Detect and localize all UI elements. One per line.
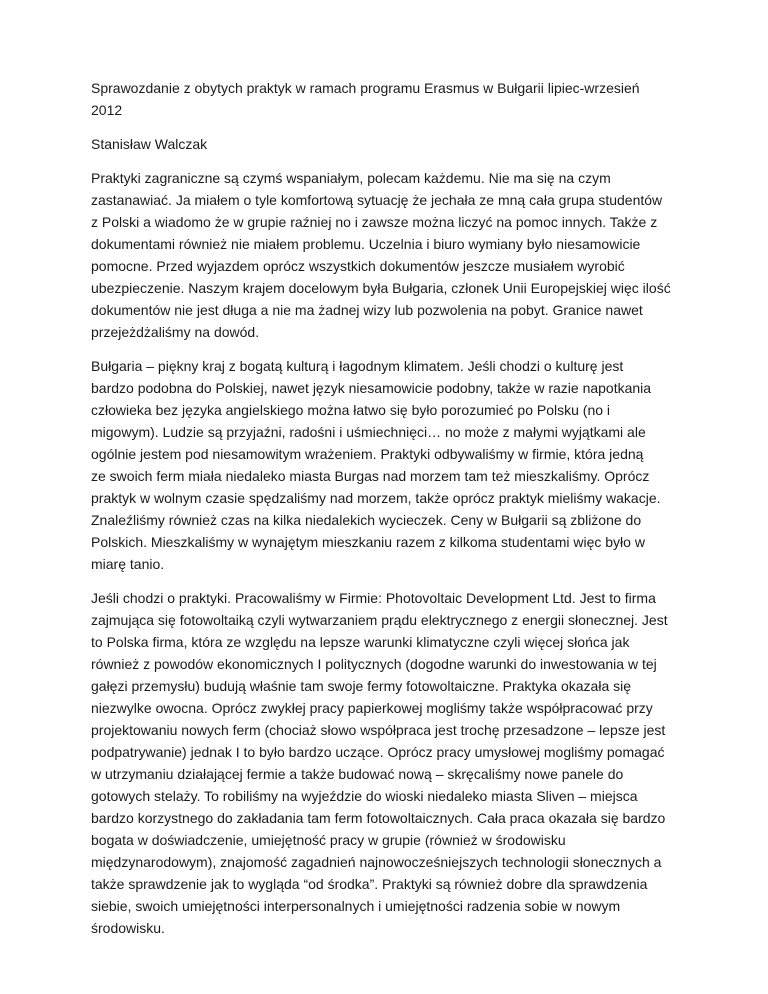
text-line: to Polska firma, która ze względu na lepsze warunki klimatyczne czyli więcej słońca jak [91, 634, 630, 650]
text-line: zajmująca się fotowoltaiką czyli wytwarzaniem prądu elektrycznego z energii słonecznej. Jest [91, 612, 668, 628]
text-line: miarę tanio. [91, 556, 165, 572]
text-line: również z powodów ekonomicznych I politycznych (dogodne warunki do inwestowania w tej [91, 656, 657, 672]
text-line: Jeśli chodzi o praktyki. Pracowaliśmy w Firmie: Photovoltaic Development Ltd. Jest to firma [91, 590, 656, 606]
text-line: bogata w doświadczenie, umiejętność pracy w grupie (również w środowisku [91, 832, 566, 848]
text-line: człowieka bez języka angielskiego można łatwo się było porozumieć po Polsku (no i [91, 402, 611, 418]
text-line: także sprawdzenie jak to wygląda “od środka”. Praktyki są również dobre dla sprawdzenia [91, 876, 648, 892]
text-line: ze swoich ferm miała niedaleko miasta Burgas nad morzem tam też mieszkaliśmy. Oprócz [91, 468, 650, 484]
text-line: ogólnie jestem pod niesamowitym wrażeniem. Praktyki odbywaliśmy w firmie, która jedną [91, 446, 644, 462]
text-line: bardzo korzystnego do zakładania tam ferm fotowoltaicznych. Cała praca okazała się bardzo [91, 810, 666, 826]
text-line: bardzo podobna do Polskiej, nawet język niesamowicie podobny, także w razie napotkania [91, 380, 652, 396]
text-line: ubezpieczenie. Naszym krajem docelowym była Bułgaria, członek Unii Europejskiej więc ilość [91, 280, 671, 296]
text-line: międzynarodowym), znajomość zagadnień najnowocześniejszych technologii słonecznych a [91, 854, 662, 870]
text-line: gałęzi przemysłu) budują właśnie tam swoje fermy fotowoltaiczne. Praktyka okazała się [91, 678, 632, 694]
text-line: w utrzymaniu działającej fermie a także budować nową – skręcaliśmy nowe panele do [91, 766, 624, 782]
text-line: Polskich. Mieszkaliśmy w wynajętym mieszkaniu razem z kilkoma studentami więc było w [91, 534, 645, 550]
title-line: 2012 [91, 102, 123, 118]
author-name [91, 133, 681, 155]
text-line: siebie, swoich umiejętności interpersonalnych i umiejętności radzenia sobie w nowym [91, 898, 621, 914]
text-line: podpatrywanie) jednak I to było bardzo uczące. Oprócz pracy umysłowej mogliśmy pomagać [91, 744, 665, 760]
text-line: projektowaniu nowych ferm (chociaż słowo współpraca jest trochę przesadzone – lepsze jest [91, 722, 666, 738]
text-line: środowisku. [91, 920, 165, 936]
text-line: przejeżdżaliśmy na dowód. [91, 324, 260, 340]
paragraph-intro [91, 167, 681, 343]
author-line: Stanisław Walczak [91, 136, 208, 152]
paragraph-internship [91, 587, 681, 939]
text-line: niezwylke owocna. Oprócz zwykłej pracy papierkowej mogliśmy także współpracować przy [91, 700, 653, 716]
paragraph-bulgaria [91, 355, 681, 575]
text-line: Praktyki zagraniczne są czymś wspaniałym, polecam każdemu. Nie ma się na czym [91, 170, 611, 186]
text-line: Znaleźliśmy również czas na kilka niedalekich wycieczek. Ceny w Bułgarii są zbliżone do [91, 512, 642, 528]
document-title [91, 77, 681, 121]
text-line: dokumentami również nie miałem problemu. Uczelnia i biuro wymiany było niesamowicie [91, 236, 641, 252]
text-line: praktyk w wolnym czasie spędzaliśmy nad morzem, także oprócz praktyk mieliśmy wakacje. [91, 490, 661, 506]
document-body [91, 77, 681, 951]
text-line: gotowych stelaży. To robiliśmy na wyjeździe do wioski niedaleko miasta Sliven – miejsca [91, 788, 638, 804]
text-line: dokumentów nie jest długa a nie ma żadnej wizy lub pozwolenia na pobyt. Granice nawet [91, 302, 643, 318]
text-line: zastanawiać. Ja miałem o tyle komfortową sytuację że jechała ze mną cała grupa studentów [91, 192, 663, 208]
text-line: pomocne. Przed wyjazdem oprócz wszystkich dokumentów jeszcze musiałem wyrobić [91, 258, 625, 274]
title-line: Sprawozdanie z obytych praktyk w ramach programu Erasmus w Bułgarii lipiec-wrzesień [91, 80, 640, 96]
text-line: migowym). Ludzie są przyjaźni, radośni i uśmiechnięci… no może z małymi wyjątkami ale [91, 424, 646, 440]
text-line: z Polski a wiadomo że w grupie raźniej no i zawsze można liczyć na pomoc innych. Także z [91, 214, 658, 230]
text-line: Bułgaria – piękny kraj z bogatą kulturą i łagodnym klimatem. Jeśli chodzi o kulturę jest [91, 358, 624, 374]
